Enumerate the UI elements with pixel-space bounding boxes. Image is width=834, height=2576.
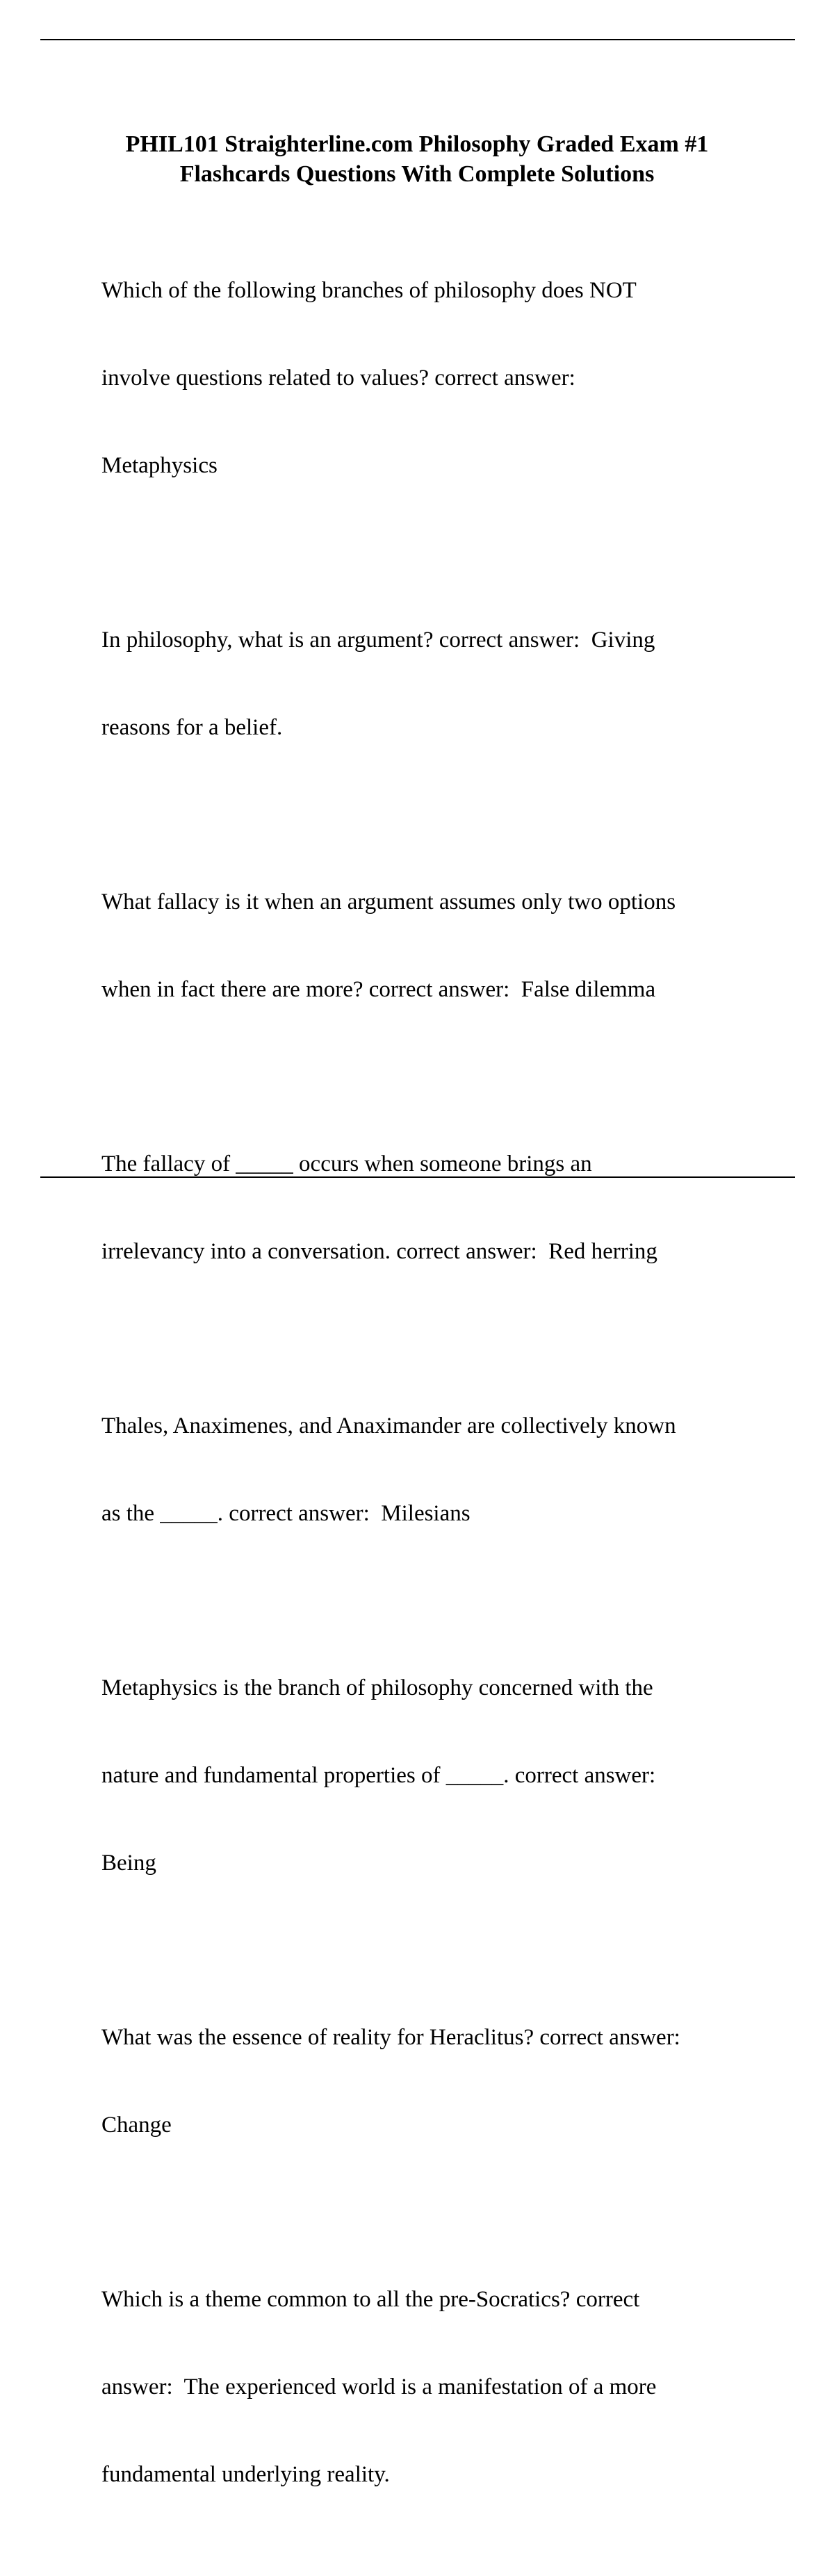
flashcard-line: Metaphysics is the branch of philosophy concerned with the — [101, 1675, 653, 1700]
title-line-2: Flashcards Questions With Complete Solutions — [179, 161, 655, 187]
document-title — [70, 129, 764, 189]
flashcard-line: Which is a theme common to all the pre-Socratics? correct — [101, 2287, 640, 2312]
flashcard-line: What was the essence of reality for Heraclitus? correct answer: — [101, 2025, 680, 2050]
flashcard-item — [101, 2226, 769, 2548]
flashcard-item — [101, 1615, 769, 1936]
bottom-rule — [40, 1176, 795, 1178]
flashcard-line: What fallacy is it when an argument assumes only two options — [101, 889, 676, 914]
flashcard-line: In philosophy, what is an argument? correct answer: Giving — [101, 627, 655, 653]
flashcard-line: fundamental underlying reality. — [101, 2462, 390, 2487]
flashcard-line: Being — [101, 1851, 156, 1876]
flashcard-line: Thales, Anaximenes, and Anaximander are collectively known — [101, 1413, 676, 1438]
flashcard-line: irrelevancy into a conversation. correct answer: Red herring — [101, 1239, 657, 1264]
flashcard-item — [101, 1091, 769, 1324]
top-rule — [40, 39, 795, 40]
flashcard-list — [101, 218, 769, 2576]
flashcard-line: answer: The experienced world is a manifestation of a more — [101, 2374, 657, 2399]
flashcard-line: when in fact there are more? correct answer: False dilemma — [101, 977, 656, 1002]
flashcard-item — [101, 567, 769, 801]
flashcard-line: Which of the following branches of philosophy does NOT — [101, 278, 637, 303]
flashcard-item — [101, 218, 769, 539]
title-line-1: PHIL101 Straighterline.com Philosophy Graded Exam #1 — [125, 131, 709, 157]
flashcard-line: Metaphysics — [101, 453, 218, 478]
flashcard-line: as the _____. correct answer: Milesians — [101, 1501, 471, 1526]
flashcard-line: involve questions related to values? correct answer: — [101, 366, 575, 391]
flashcard-line: reasons for a belief. — [101, 715, 283, 740]
flashcard-line: nature and fundamental properties of _____. correct answer: — [101, 1763, 656, 1788]
flashcard-line: Change — [101, 2113, 172, 2138]
flashcard-item — [101, 829, 769, 1063]
flashcard-line: The fallacy of _____ occurs when someone brings an — [101, 1151, 592, 1176]
flashcard-item — [101, 1353, 769, 1586]
flashcard-item — [101, 1964, 769, 2198]
